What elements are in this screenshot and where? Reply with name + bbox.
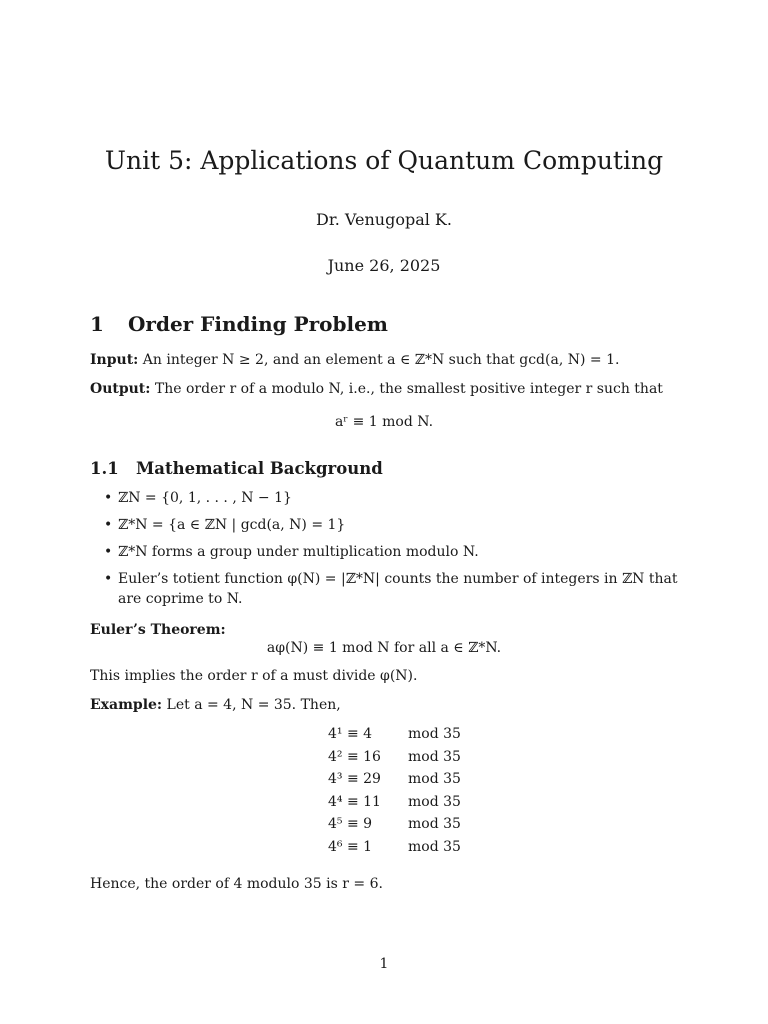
bullet-icon: • (104, 517, 113, 533)
congruence-row: 4⁴ ≡ 11 mod 35 (328, 793, 461, 810)
congruence-row: 4⁵ ≡ 9 mod 35 (328, 816, 461, 833)
euler-implication: This implies the order r of a must divide φ(N). (90, 668, 418, 684)
example-label: Example: (90, 697, 163, 713)
congruence-row: 4¹ ≡ 4 mod 35 (328, 726, 461, 742)
background-bullet-list (104, 488, 694, 616)
example-congruence-table (328, 726, 461, 862)
input-paragraph (90, 350, 690, 370)
input-text: An integer N ≥ 2, and an element a ∈ ℤ*N such that gcd(a, N) = 1. (142, 352, 620, 368)
example-paragraph (90, 695, 690, 715)
congruence-row: 4² ≡ 16 mod 35 (328, 748, 461, 765)
congruence-row: 4⁶ ≡ 1 mod 35 (328, 838, 461, 855)
subsection-heading (90, 459, 383, 478)
bullet-icon: • (104, 571, 113, 587)
order-equation: aʳ ≡ 1 mod N. (334, 414, 434, 430)
list-item: • Euler’s totient function φ(N) = |ℤ*N| counts the number of integers in ℤN that are coprime to N. (104, 571, 678, 607)
output-paragraph (90, 379, 690, 399)
example-text: Let a = 4, N = 35. Then, (166, 697, 341, 713)
bullet-icon: • (104, 490, 113, 506)
example-conclusion: Hence, the order of 4 modulo 35 is r = 6. (90, 876, 383, 892)
list-item: • ℤ*N forms a group under multiplication modulo N. (104, 544, 479, 560)
congruence-row: 4³ ≡ 29 mod 35 (328, 771, 461, 788)
input-label: Input: (90, 352, 139, 368)
document-title: Unit 5: Applications of Quantum Computing (104, 146, 664, 175)
subsection-number: 1.1 (90, 459, 119, 478)
euler-theorem-label: Euler’s Theorem: (90, 622, 226, 638)
document-author: Dr. Venugopal K. (316, 210, 452, 229)
subsection-title: Mathematical Background (136, 459, 383, 478)
output-text: The order r of a modulo N, i.e., the smallest positive integer r such that (154, 381, 663, 397)
document-date: June 26, 2025 (327, 256, 441, 275)
list-item: • ℤN = {0, 1, . . . , N − 1} (104, 490, 292, 506)
output-label: Output: (90, 381, 151, 397)
page-number: 1 (379, 956, 389, 972)
bullet-icon: • (104, 544, 113, 560)
section-number: 1 (90, 312, 104, 336)
list-item: • ℤ*N = {a ∈ ℤN | gcd(a, N) = 1} (104, 517, 346, 533)
section-title: Order Finding Problem (128, 312, 388, 336)
euler-theorem-equation: aφ(N) ≡ 1 mod N for all a ∈ ℤ*N. (266, 640, 502, 656)
section-heading (90, 312, 388, 336)
